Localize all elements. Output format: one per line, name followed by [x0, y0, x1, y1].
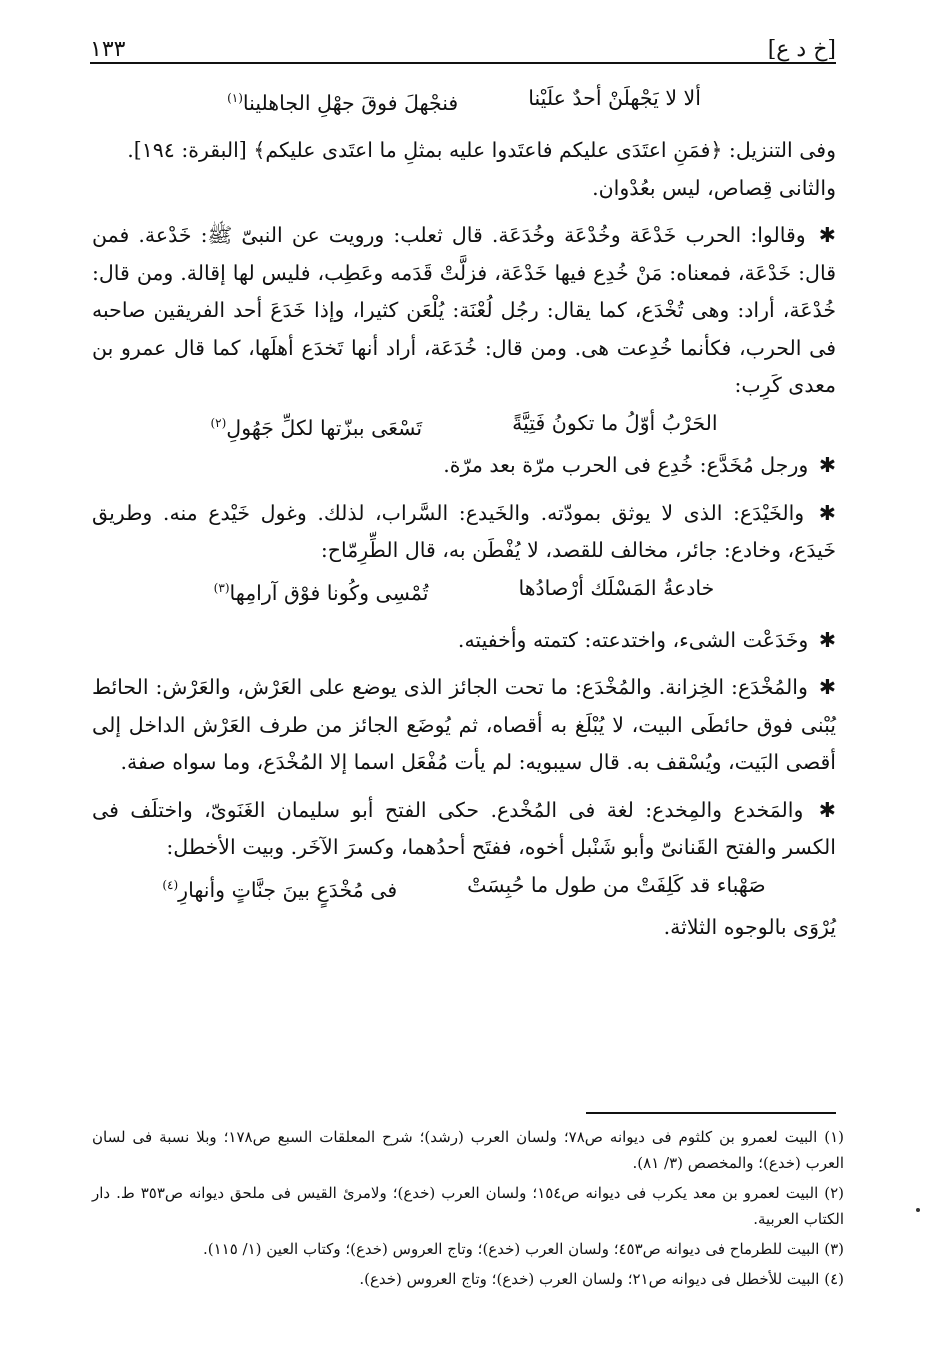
footnote-ref: (٢) — [210, 415, 227, 430]
verse-4 — [92, 867, 836, 909]
paragraph-text: وخَدَعْت الشىء، واختدعته: كتمته وأخفيته. — [457, 627, 809, 652]
star-marker: ✱ — [818, 223, 836, 248]
paragraph-text: ورجل مُخَدَّع: خُدِع فى الحرب مرّة بعد مرّة. — [443, 453, 809, 478]
star-marker: ✱ — [818, 627, 836, 652]
paragraph: والثانى قِصاص، ليس بعُدْوان. — [592, 175, 836, 200]
page-number: ١٣٣ — [90, 37, 126, 62]
star-marker: ✱ — [818, 797, 836, 822]
verse-2 — [92, 405, 836, 447]
footnote: (١) البيت لعمرو بن كلثوم فى ديوانه ص٧٨؛ ولسان العرب (رشد)؛ شرح المعلقات السبع ص١٧٨؛ وبلا نسبة فى لسان العرب (خدع)؛ والمخصص (٣/ ٨١). — [92, 1128, 844, 1172]
paragraph — [92, 217, 836, 405]
footnote-separator — [586, 1112, 836, 1114]
verse-3 — [92, 570, 836, 612]
page-header — [90, 28, 836, 64]
verse-hemistich-first: الحَرْبُ أوّلُ ما تكونُ فَتِيَّةً — [512, 410, 718, 435]
verse-hemistich-second — [214, 570, 429, 612]
star-marker: ✱ — [818, 675, 836, 700]
footnote-ref: (٤) — [162, 877, 179, 892]
verse-text: تَسْعَى ببزّتها لكلِّ جَهُولِ — [226, 415, 423, 440]
scan-speck — [916, 1208, 920, 1212]
section-heading: [خ د ع] — [767, 37, 836, 62]
verse-1 — [92, 80, 836, 122]
verse-text: فنجْهلَ فوقَ جهْلِ الجاهلينا — [242, 90, 459, 115]
paragraph-text: والمُخْدَع: الخِزانة. والمُخْدَع: ما تحت الجائز الذى يوضع على العَرْش، والعَرْش: الحائط يُبْنى فوق حائطَى البيت، لا يُبْلَغ به أقصاه، ثم يُوضَع الجائز من طرف العَرْش الداخل إلى أقصى البَيت، ويُسْقف به. قال سيبويه: لم يأت مُفْعَل اسما إلا المُخْدَع، وما سواه صفة. — [92, 675, 836, 775]
star-marker: ✱ — [818, 500, 836, 525]
verse-hemistich-first: صَهْباء قد كَلِفَتْ من طول ما حُبِسَتْ — [467, 872, 766, 897]
paragraph: يُرْوَى بالوجوه الثلاثة. — [663, 915, 836, 940]
main-text — [92, 80, 836, 947]
paragraph — [92, 669, 836, 782]
footnote: (٤) البيت للأخطل فى ديوانه ص٢١؛ ولسان العرب (خدع)؛ وتاج العروس (خدع). — [359, 1270, 844, 1288]
footnote: (٢) البيت لعمرو بن معد يكرب فى ديوانه ص١٥٤؛ ولسان العرب (خدع)؛ ولامرئ القيس فى ملحق ديوانه ص٣٥٣ ط. دار الكتاب العربية. — [92, 1184, 845, 1228]
footnotes — [92, 1124, 844, 1296]
paragraph — [92, 792, 836, 867]
verse-hemistich-second — [210, 405, 422, 447]
footnote-ref: (٣) — [213, 580, 230, 595]
verse-hemistich-first: خادعةُ المَسْلَك أرْصادُها — [518, 575, 715, 600]
star-marker: ✱ — [818, 453, 836, 478]
paragraph — [92, 447, 836, 485]
paragraph — [92, 622, 836, 660]
paragraph-text: والمَخدع والمِخدع: لغة فى المُخْدع. حكى الفتح أبو سليمان الغَنَوىّ، واختلَف فى الكسر والفتح القَنانىّ وأبو شَنْبل أخوه، ففتَح أحدُهما، وكسرَ الآخَر. وبيت الأخطل: — [92, 797, 836, 860]
footnote-ref: (١) — [227, 91, 243, 105]
paragraph — [92, 495, 836, 570]
verse-hemistich-second — [227, 80, 458, 122]
verse-hemistich-first: ألا لا يَجْهلَنْ أحدٌ علَيْنا — [528, 86, 701, 110]
paragraph-text: والخَيْدَع: الذى لا يوثق بمودّته. والخَيدع: السَّراب، لذلك. وغول خَيْدع منه. وطريق خَيدَع، وخادع: جائر، مخالف للقصد، لا يُفْطَن به، قال الطِّرِمّاح: — [92, 500, 836, 563]
paragraph: وفى التنزيل: ﴿فمَنِ اعتَدَى عليكم فاعتَدوا عليه بمثلِ ما اعتَدى عليكم﴾ [البقرة: ١٩٤]. — [127, 138, 836, 163]
verse-text: تُمْسِى وكُونا فوْق آرامِها — [229, 580, 429, 605]
verse-hemistich-second — [162, 867, 397, 909]
paragraph-text: وقالوا: الحرب خَدْعَة وخُدْعَة وخُدَعَة. قال ثعلب: ورويت عن النبىّ ﷺ: خَدْعة. فمن قال: خَدْعَة، فمعناه: مَنْ خُدِع فيها خَدْعَة، فزلَّتْ قَدَمه وعَطِب، فليس لها إقالة. ومن قال: خُدْعَة، أراد: وهى تُخْدَع، كما يقال: رجُل لُعْنَة: يُلْعَن كثيرا، وإذا خَدَعَ أحد الفريقين صاحبه فى الحرب، فكأنما خُدِعت هى. ومن قال: خُدَعَة، أراد أنها تَخدَع أهلَها، كما قال عمرو بن معدى كَرِب: — [92, 223, 837, 398]
verse-text: فى مُخْدَعٍ بينَ جنَّاتٍ وأنهارِ — [178, 877, 398, 902]
footnote: (٣) البيت للطرماح فى ديوانه ص٤٥٣؛ ولسان العرب (خدع)؛ وتاج العروس (خدع)؛ وكتاب العين (١/ ١١٥). — [202, 1240, 844, 1258]
